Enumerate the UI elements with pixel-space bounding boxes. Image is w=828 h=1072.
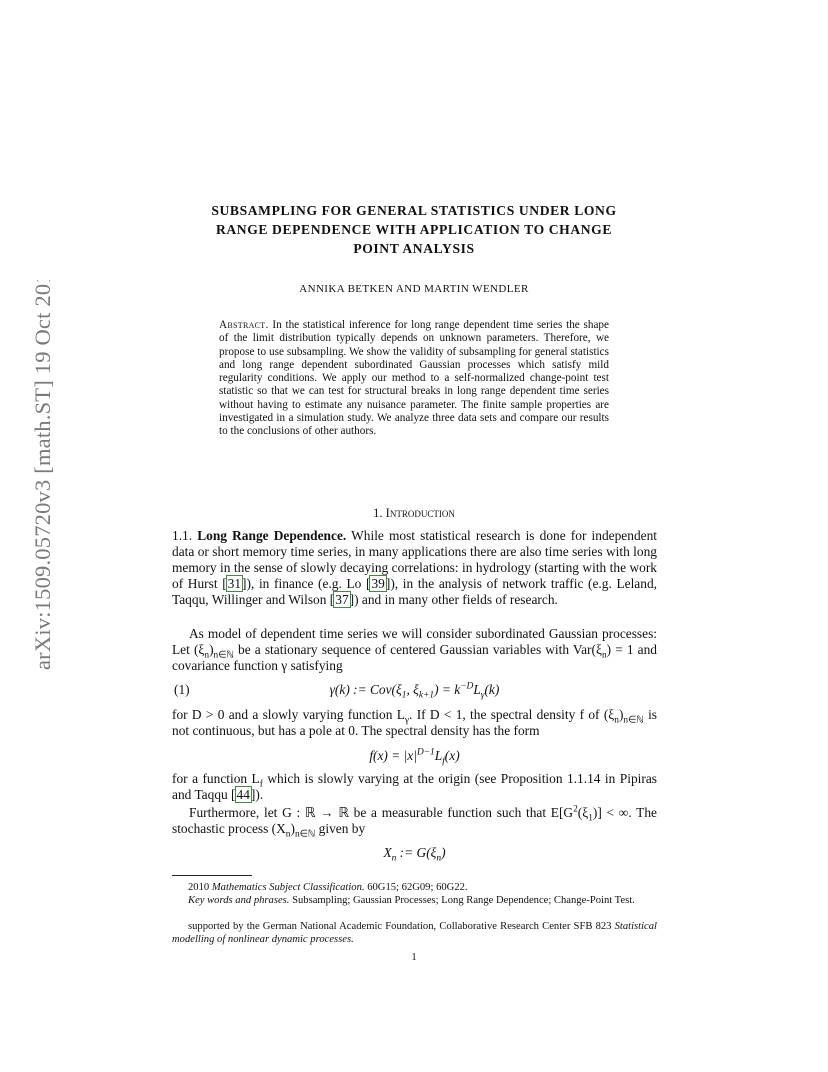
- paragraph-slowly-varying: [172, 771, 657, 803]
- paragraph-text: )] < ∞. The stochastic process (X: [172, 805, 657, 837]
- math: ) = k: [434, 682, 461, 697]
- subscript: n∈ℕ: [213, 650, 234, 661]
- footnote-text: 60G15; 62G09; 60G22.: [364, 882, 468, 893]
- subscript: n: [601, 650, 607, 661]
- subscript: f: [442, 756, 445, 767]
- equation-expression: [172, 681, 657, 701]
- title-line-2: RANGE DEPENDENCE WITH APPLICATION TO CHANGE: [215, 222, 613, 237]
- paragraph-text: is not continuous, but has a pole at 0. The spectral density has the form: [172, 707, 658, 739]
- subscript: n∈ℕ: [294, 829, 316, 840]
- footnote-label: Key words and phrases.: [188, 895, 290, 906]
- footnote-text: 2010: [188, 882, 212, 893]
- math: , ξ: [406, 682, 419, 697]
- paragraph-text: ): [209, 642, 214, 658]
- citation-link[interactable]: 37: [335, 592, 349, 608]
- paragraph-text: ]), in finance (e.g. Lo [: [242, 576, 371, 592]
- footnote-text: supported by the German National Academic Foundation, Collaborative Research Center SFB 823: [188, 921, 615, 932]
- footnote-msc: [172, 881, 657, 894]
- paragraph-text: ]), in the analysis of network traffic (e.g. Leland, Taqqu, Willinger and Wilson [: [172, 576, 657, 608]
- abstract-text: In the statistical inference for long range dependent time series the shape of the limit distribution typically depends on unknown parameters. Therefore, we propose to use subsampling. We show the validity of subsampling for general statistics and long range dependent subordinated Gaussian processes which satisfy mild regularity conditions. We apply our method to a self-normalized change-point test statistic so that we can test for structural breaks in long range dependent time series without having to estimate any nuisance parameter. The finite sample properties are investigated in a simulation study. We analyze three data sets and compare our results to the conclusions of other authors.: [219, 319, 609, 438]
- subscript: n: [614, 715, 619, 726]
- citation-link[interactable]: 31: [227, 576, 242, 592]
- title-line-1: SUBSAMPLING FOR GENERAL STATISTICS UNDER LONG: [211, 203, 617, 218]
- subscript: k+1: [418, 690, 435, 701]
- section-heading: [150, 506, 678, 521]
- paragraph-text: . If D < 1, the spectral density f of (ξ: [409, 707, 615, 722]
- subscript: n: [204, 650, 210, 661]
- abstract: [219, 319, 609, 439]
- subsection-title: Long Range Dependence.: [197, 528, 347, 543]
- section-number: 1.: [373, 506, 383, 520]
- footnote-label: Mathematics Subject Classification.: [211, 882, 365, 893]
- subscript: n∈ℕ: [623, 715, 644, 726]
- abstract-label: Abstract.: [219, 319, 269, 331]
- footnote-rule: [172, 875, 252, 876]
- paragraph-text: ): [290, 821, 295, 837]
- paragraph-text: ]) and in many other fields of research.: [349, 592, 558, 608]
- arxiv-sidebar: [2, 280, 62, 680]
- math: γ(k) := Cov(ξ: [329, 682, 402, 697]
- subsection-number: 1.1.: [172, 528, 193, 543]
- paragraph-text: As model of dependent time series we will consider subordinated Gaussian processes: Let (ξ: [172, 626, 657, 658]
- paragraph-text: which is slowly varying at the origin (see Proposition 1.1.14 in Pipiras and Taqqu [: [172, 771, 658, 803]
- paragraph-text: Furthermore, let G : ℝ → ℝ be a measurable function such that E[G: [189, 805, 574, 820]
- math: X: [383, 845, 392, 860]
- math: (k): [484, 682, 500, 697]
- paragraph-text: for a function L: [172, 771, 260, 786]
- equation-spectral-density: [172, 747, 657, 767]
- math: ): [441, 845, 446, 860]
- superscript: 2: [573, 804, 578, 815]
- author-list: ANNIKA BETKEN AND MARTIN WENDLER: [299, 283, 529, 295]
- math: f(x) = |x|: [369, 748, 417, 763]
- footnote-funding: [172, 920, 657, 946]
- citation-link[interactable]: 44: [236, 787, 250, 803]
- equation-number: (1): [174, 682, 190, 697]
- equation-process: [172, 845, 657, 864]
- superscript: −D: [460, 681, 474, 692]
- paragraph-stochastic-process: [172, 804, 657, 840]
- title-line-3: POINT ANALYSIS: [353, 241, 475, 256]
- paragraph-text: ): [618, 707, 624, 722]
- paragraph-spectral: [172, 707, 657, 739]
- math: L: [434, 748, 443, 763]
- footnote-text: Subsampling; Gaussian Processes; Long Range Dependence; Change-Point Test.: [289, 895, 635, 906]
- citation-link[interactable]: 39: [371, 576, 385, 592]
- paragraph-text: for D > 0 and a slowly varying function L: [172, 707, 405, 722]
- paragraph-text: While most statistical research is done for independent data or short memory time series, in many applications there are also time series with long memory in the sense of slowly decaying correlations: in hydrology (starting with the work of Hurst [: [172, 528, 657, 592]
- paragraph-text: given by: [315, 821, 366, 837]
- paragraph-text: ]).: [250, 787, 264, 803]
- paper-title: [150, 201, 678, 258]
- page-number: 1: [411, 952, 417, 963]
- math: L: [473, 682, 481, 697]
- paragraph-model: [172, 626, 657, 674]
- subscript: γ: [480, 690, 485, 701]
- paragraph-text: be a stationary sequence of centered Gaussian variables with Var(ξ: [233, 642, 602, 658]
- subscript: n: [391, 853, 397, 864]
- paragraph-text: ) = 1 and covariance function γ satisfying: [172, 642, 658, 674]
- subscript: 1: [401, 690, 407, 701]
- footnote-keywords: [172, 894, 657, 907]
- paragraph-text: (ξ: [577, 805, 589, 820]
- subscript: n: [285, 829, 291, 840]
- superscript: D−1: [416, 747, 435, 758]
- paragraph-long-range-dependence: [172, 528, 657, 608]
- math: (x): [444, 748, 460, 763]
- section-title: Introduction: [385, 506, 455, 520]
- subscript: γ: [404, 715, 410, 726]
- arxiv-id: arXiv:1509.05720v3 [math.ST] 19 Oct 2016: [30, 280, 55, 670]
- footnote-label: Statistical modelling of nonlinear dynamic processes.: [172, 921, 657, 945]
- math: := G(ξ: [396, 845, 437, 860]
- subscript: 1: [588, 813, 593, 824]
- subscript: f: [259, 779, 263, 790]
- subscript: n: [436, 853, 442, 864]
